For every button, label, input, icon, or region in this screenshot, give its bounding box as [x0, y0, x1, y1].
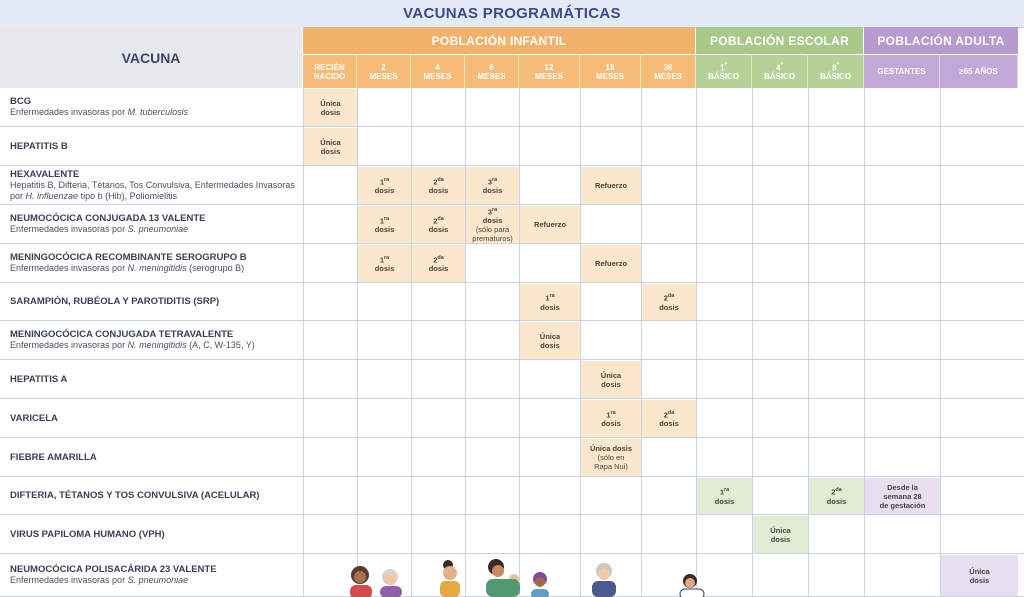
group-header: POBLACIÓN ESCOLAR — [696, 27, 863, 54]
dose-ordinal: da — [835, 487, 842, 494]
column-header-line1: RECIÉN — [314, 62, 345, 72]
dose-text: dosis — [428, 225, 449, 235]
column-header — [808, 55, 864, 88]
dose-ordinal: ra — [549, 293, 555, 300]
column-header — [864, 55, 940, 88]
vaccine-name: MENINGOCÓCICA RECOMBINANTE SEROGRUPO B — [10, 252, 247, 263]
dose-ordinal: ra — [383, 215, 390, 222]
column-header-line2: MESES — [369, 71, 398, 81]
dose-cell — [865, 478, 940, 514]
vaccine-cell — [10, 321, 300, 359]
dose-note: Rapa Nui) — [594, 462, 628, 471]
table-row — [0, 399, 1024, 438]
column-header — [641, 55, 696, 88]
vaccine-cell — [10, 244, 300, 282]
dose-text: dosis — [969, 575, 990, 585]
vaccine-cell — [10, 438, 300, 476]
dose-ordinal: ra — [383, 176, 390, 183]
people-illustration — [330, 551, 750, 597]
column-header-ordinal: º — [836, 62, 839, 69]
dose-text: 2 — [433, 255, 438, 265]
vaccine-cell — [10, 127, 300, 165]
title-bar — [0, 0, 1024, 28]
dose-cell — [520, 322, 580, 359]
description-pathogen: S. pneumoniae — [127, 224, 189, 234]
vaccine-cell — [10, 360, 300, 398]
dose-text: 2 — [433, 177, 438, 187]
column-header-line2: BÁSICO — [707, 72, 740, 82]
dose-text: dosis — [659, 302, 679, 312]
vaccine-name: MENINGOCÓCICA CONJUGADA TETRAVALENTE — [10, 329, 234, 340]
column-divider — [808, 88, 809, 597]
column-header — [752, 55, 808, 88]
dose-cell — [466, 167, 519, 204]
dose-text: 1 — [379, 177, 384, 187]
vaccine-name: HEPATITIS B — [10, 140, 68, 152]
column-divider — [465, 88, 466, 597]
vaccine-name: HEXAVALENTE — [10, 168, 80, 180]
column-divider — [580, 88, 581, 597]
column-header-line2: MESES — [653, 71, 682, 81]
dose-cell — [753, 516, 808, 553]
dose-text: Refuerzo — [594, 259, 628, 268]
column-header-line2: BÁSICO — [763, 72, 796, 82]
vaccine-name: HEPATITIS A — [10, 373, 68, 385]
dose-text: dosis — [540, 302, 560, 312]
vaccine-name: NEUMOCÓCICA POLISACÁRIDA 23 VALENTE — [10, 564, 217, 575]
dose-text: dosis — [428, 186, 449, 196]
description-pathogen: S. pneumoniae — [127, 575, 189, 585]
dose-ordinal: da — [437, 176, 444, 183]
vaccine-name: NEUMOCÓCICA CONJUGADA 13 VALENTE — [10, 213, 206, 224]
dose-cell — [358, 245, 411, 282]
dose-ordinal: da — [437, 215, 444, 222]
vaccine-name: VIRUS PAPILOMA HUMANO (VPH) — [10, 528, 165, 540]
vaccine-cell — [10, 554, 300, 596]
dose-text: dosis — [320, 146, 341, 156]
dose-cell — [304, 89, 357, 126]
dose-cell — [412, 206, 465, 243]
dose-cell — [642, 400, 696, 437]
vaccine-cell — [10, 399, 300, 437]
description-text: tipo b (Hib), Poliomielitis — [78, 190, 178, 201]
vaccine-cell — [10, 477, 300, 514]
dose-cell — [412, 167, 465, 204]
dose-ordinal: ra — [491, 206, 498, 213]
dose-cell — [304, 128, 357, 165]
vaccine-description — [10, 340, 300, 351]
description-text: Enfermedades invasoras por — [10, 340, 128, 350]
dose-text: semana 28 — [883, 491, 922, 501]
dose-note: (sólo para — [475, 225, 510, 235]
dose-text: Refuerzo — [533, 220, 567, 229]
column-header-line1: GESTANTES — [877, 67, 926, 76]
dose-text: dosis — [540, 340, 560, 350]
dose-text: 1 — [379, 216, 384, 226]
page-title: VACUNAS PROGRAMÁTICAS — [403, 5, 621, 22]
column-header — [357, 55, 411, 88]
table-row — [0, 360, 1024, 399]
column-header — [465, 55, 519, 88]
dose-text: dosis — [320, 107, 341, 117]
dose-text: dosis — [482, 216, 503, 226]
dose-text: Única — [539, 331, 561, 341]
description-pathogen: H. influenzae — [25, 190, 79, 201]
column-header-line1: 2 — [381, 62, 386, 72]
dose-cell — [520, 284, 580, 320]
description-pathogen: N. meningitidis — [127, 340, 187, 350]
vaccine-description — [10, 107, 300, 118]
description-text: (serogrupo B) — [186, 263, 245, 273]
description-text: Enfermedades invasoras por — [10, 263, 128, 273]
table-row — [0, 88, 1024, 127]
person-5-figure — [531, 572, 549, 597]
description-text: Enfermedades invasoras por — [10, 224, 128, 234]
table-row — [0, 438, 1024, 477]
dose-ordinal: ra — [491, 176, 498, 183]
dose-text: dosis — [601, 379, 621, 389]
dose-text: 1 — [379, 255, 384, 265]
dose-ordinal: ra — [383, 254, 390, 261]
vaccine-description — [10, 180, 300, 202]
description-text: Enfermedades invasoras por — [10, 575, 128, 585]
dose-text: Única — [770, 525, 791, 535]
vaccine-name: FIEBRE AMARILLA — [10, 451, 97, 463]
column-header — [580, 55, 641, 88]
column-divider — [411, 88, 412, 597]
dose-text: de gestación — [879, 500, 926, 510]
group-header: POBLACIÓN ADULTA — [864, 27, 1018, 54]
dose-cell — [520, 206, 580, 243]
dose-cell — [581, 400, 641, 437]
description-text: Hepatitis B, Difteria, Tétanos, Tos Convulsiva, Enfermedades Invasoras por — [10, 179, 295, 201]
dose-cell — [697, 478, 752, 514]
dose-text: Refuerzo — [594, 181, 628, 190]
dose-ordinal: da — [437, 254, 444, 261]
table-row — [0, 244, 1024, 283]
column-header-line2: MESES — [423, 71, 452, 81]
column-header — [519, 55, 580, 88]
column-divider — [357, 88, 358, 597]
column-header-line1: 4 — [776, 63, 781, 73]
table-row — [0, 321, 1024, 360]
dose-cell — [358, 167, 411, 204]
vaccine-cell — [10, 205, 300, 243]
column-header-line2: NACIDO — [313, 71, 346, 81]
dose-cell — [809, 478, 864, 514]
column-header-line2: MESES — [534, 71, 563, 81]
dose-text: dosis — [482, 186, 503, 196]
dose-cell — [581, 245, 641, 282]
dose-ordinal: ra — [723, 487, 730, 494]
column-header-line1: 18 — [605, 62, 615, 72]
column-header-line1: 8 — [832, 63, 837, 73]
dose-text: 1 — [606, 410, 611, 420]
column-header-line1: 36 — [663, 62, 673, 72]
table-row — [0, 127, 1024, 166]
dose-text: dosis — [374, 264, 395, 274]
dose-text: dosis — [659, 419, 679, 429]
person-4-figure — [486, 559, 520, 597]
description-pathogen: M. tuberculosis — [127, 107, 189, 117]
dose-text: dosis — [714, 496, 735, 506]
dose-ordinal: da — [667, 293, 675, 300]
description-pathogen: N. meningitidis — [127, 263, 187, 273]
dose-text: 3 — [487, 207, 492, 217]
vaccine-cell — [10, 283, 300, 320]
person-1-figure — [350, 566, 372, 597]
person-3-figure — [440, 560, 460, 597]
vaccine-name: VARICELA — [10, 412, 58, 424]
group-header: POBLACIÓN INFANTIL — [303, 27, 695, 54]
dose-text: 2 — [663, 410, 668, 420]
column-divider — [940, 88, 941, 597]
dose-cell — [642, 284, 696, 320]
dose-text: Desde la — [887, 482, 918, 492]
dose-cell — [941, 555, 1018, 596]
vaccine-name: BCG — [10, 96, 32, 107]
column-header-line1: 12 — [544, 62, 554, 72]
vaccine-name: SARAMPIÓN, RUBÉOLA Y PAROTIDITIS (SRP) — [10, 296, 220, 307]
column-header — [303, 55, 357, 88]
column-divider — [864, 88, 865, 597]
dose-text: 1 — [719, 487, 724, 497]
vaccine-description — [10, 263, 300, 274]
dose-text: Única — [320, 137, 341, 147]
dose-text: 2 — [433, 216, 438, 226]
column-header-line1: 4 — [435, 62, 440, 72]
person-7-figure — [680, 574, 704, 597]
column-header-ordinal: º — [780, 62, 783, 69]
vaccine-cell — [10, 515, 300, 553]
dose-cell — [466, 206, 519, 243]
column-header-line2: MESES — [477, 71, 506, 81]
dose-ordinal: da — [667, 409, 675, 416]
dose-text: 1 — [545, 293, 550, 303]
dose-text: dosis — [374, 186, 395, 196]
vaccine-name: DIFTERIA, TÉTANOS Y TOS CONVULSIVA (ACELULAR) — [10, 490, 260, 501]
dose-text: Única — [969, 566, 990, 576]
dose-cell — [581, 167, 641, 204]
person-2-figure — [380, 569, 402, 597]
dose-text: 2 — [831, 487, 836, 497]
column-header-line2: BÁSICO — [819, 72, 852, 82]
dose-text: dosis — [374, 225, 395, 235]
column-header-ordinal: º — [724, 62, 727, 69]
column-header-line1: 1 — [720, 63, 725, 73]
dose-ordinal: ra — [610, 409, 616, 416]
dose-text: Única dosis — [589, 444, 633, 453]
dose-note: prematuros) — [472, 234, 513, 244]
dose-text: Única — [320, 98, 341, 108]
vaccine-cell — [10, 88, 300, 126]
dose-cell — [581, 361, 641, 398]
table-row — [0, 283, 1024, 321]
column-header-line1: 6 — [489, 62, 494, 72]
dose-text: dosis — [601, 419, 621, 429]
dose-note: (sólo en — [597, 453, 625, 462]
person-6-figure — [592, 563, 616, 597]
column-divider — [641, 88, 642, 597]
table-row — [0, 515, 1024, 554]
dose-text: Única — [600, 370, 622, 380]
dose-cell — [358, 206, 411, 243]
vaccine-description — [10, 224, 300, 235]
column-header — [411, 55, 465, 88]
dose-text: 2 — [663, 293, 668, 303]
column-header-line1: ≥65 AÑOS — [959, 67, 998, 76]
description-text: Enfermedades invasoras por — [10, 107, 128, 117]
column-header — [696, 55, 752, 88]
vaccine-cell — [10, 166, 300, 204]
dose-text: dosis — [826, 496, 847, 506]
dose-text: 3 — [487, 177, 492, 187]
column-header — [940, 55, 1018, 88]
dose-cell — [412, 245, 465, 282]
vacuna-column-header: VACUNA — [0, 27, 303, 88]
dose-text: dosis — [770, 534, 791, 544]
dose-cell — [581, 439, 641, 476]
column-header-line2: MESES — [595, 71, 624, 81]
column-divider — [696, 88, 697, 597]
vaccine-description — [10, 575, 300, 586]
description-text: (A, C, W-135, Y) — [186, 340, 255, 350]
dose-text: dosis — [428, 264, 449, 274]
